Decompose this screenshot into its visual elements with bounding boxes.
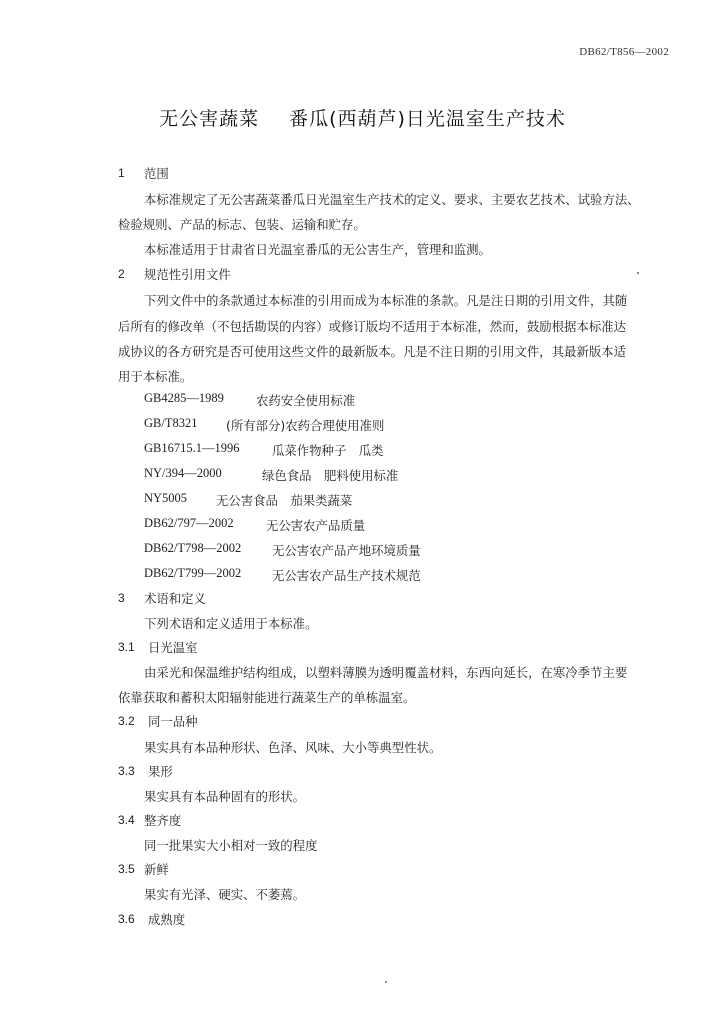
section-1-paragraph-1-line-1: 本标准规定了无公害蔬菜番瓜日光温室生产技术的定义、要求、主要农艺技术、试验方法、 <box>144 192 640 207</box>
page-title <box>0 104 725 131</box>
section-2-paragraph-line-2: 后所有的修改单（不包括勘误的内容）或修订版均不适用于本标准，然而，鼓励根据本标准达 <box>118 319 627 334</box>
subsection-heading: 成熟度 <box>148 912 186 927</box>
subsection-heading: 整齐度 <box>144 813 182 828</box>
subsection-number: 3.3 <box>118 764 135 778</box>
subsection-number: 3.4 <box>118 813 135 827</box>
reference-title: 无公害农产品生产技术规范 <box>272 568 421 583</box>
section-2-heading: 规范性引用文件 <box>144 267 231 282</box>
reference-title: 无公害食品 茄果类蔬菜 <box>216 493 353 508</box>
scan-speck <box>385 981 387 983</box>
reference-title: 绿色食品 肥料使用标准 <box>262 468 399 483</box>
reference-title: 无公害农产品产地环境质量 <box>272 543 421 558</box>
reference-code: NY5005 <box>144 491 188 505</box>
reference-code: GB16715.1—1996 <box>144 441 240 455</box>
reference-title: (所有部分)农药合理使用准则 <box>226 418 385 433</box>
subsection-text-line-1: 果实具有本品种形状、色泽、风味、大小等典型性状。 <box>144 740 442 755</box>
reference-code: DB62/797—2002 <box>144 516 234 530</box>
subsection-number: 3.1 <box>118 640 135 654</box>
title-part-1: 无公害蔬菜 <box>159 108 260 130</box>
subsection-text-line-1: 由采光和保温维护结构组成，以塑料薄膜为透明覆盖材料，东西向延长，在寒冷季节主要 <box>144 665 628 680</box>
reference-code: DB62/T799—2002 <box>144 566 242 580</box>
section-3-number: 3 <box>118 591 125 605</box>
reference-code: NY/394—2000 <box>144 466 222 480</box>
section-3-heading: 术语和定义 <box>144 591 206 606</box>
section-2-paragraph-line-4: 用于本标准。 <box>118 369 193 384</box>
reference-code: GB4285—1989 <box>144 391 224 405</box>
subsection-heading: 新鲜 <box>144 862 169 877</box>
subsection-text-line-1: 同一批果实大小相对一致的程度 <box>144 838 318 853</box>
subsection-text-line-1: 果实具有本品种固有的形状。 <box>144 789 306 804</box>
scan-speck <box>637 272 639 274</box>
section-1-paragraph-2: 本标准适用于甘肃省日光温室番瓜的无公害生产，管理和监测。 <box>144 242 491 257</box>
subsection-heading: 日光温室 <box>148 640 198 655</box>
section-2-paragraph-line-3: 成协议的各方研究是否可使用这些文件的最新版本。凡是不注日期的引用文件，其最新版本适 <box>118 344 627 359</box>
reference-title: 瓜菜作物种子 瓜类 <box>272 443 384 458</box>
subsection-heading: 果形 <box>148 764 173 779</box>
subsection-number: 3.6 <box>118 912 135 926</box>
section-1-number: 1 <box>118 166 125 180</box>
section-3-intro: 下列术语和定义适用于本标准。 <box>144 616 318 631</box>
subsection-number: 3.5 <box>118 862 135 876</box>
section-2-paragraph-line-1: 下列文件中的条款通过本标准的引用而成为本标准的条款。凡是注日期的引用文件，其随 <box>144 293 628 308</box>
document-code: DB62/T856—2002 <box>579 46 669 58</box>
title-part-2: 番瓜(西葫芦)日光温室生产技术 <box>289 108 566 130</box>
subsection-text-line-2: 依靠获取和蓄积太阳辐射能进行蔬菜生产的单栋温室。 <box>118 690 416 705</box>
reference-title: 农药安全使用标准 <box>256 393 356 408</box>
section-1-heading: 范围 <box>144 166 169 181</box>
reference-title: 无公害农产品质量 <box>266 518 366 533</box>
section-1-paragraph-1-line-2: 检验规则、产品的标志、包装、运输和贮存。 <box>118 217 366 232</box>
subsection-number: 3.2 <box>118 714 135 728</box>
reference-code: DB62/T798—2002 <box>144 541 242 555</box>
section-2-number: 2 <box>118 267 125 281</box>
reference-code: GB/T8321 <box>144 416 198 430</box>
subsection-heading: 同一品种 <box>148 714 198 729</box>
subsection-text-line-1: 果实有光泽、硬实、不萎蔫。 <box>144 887 306 902</box>
